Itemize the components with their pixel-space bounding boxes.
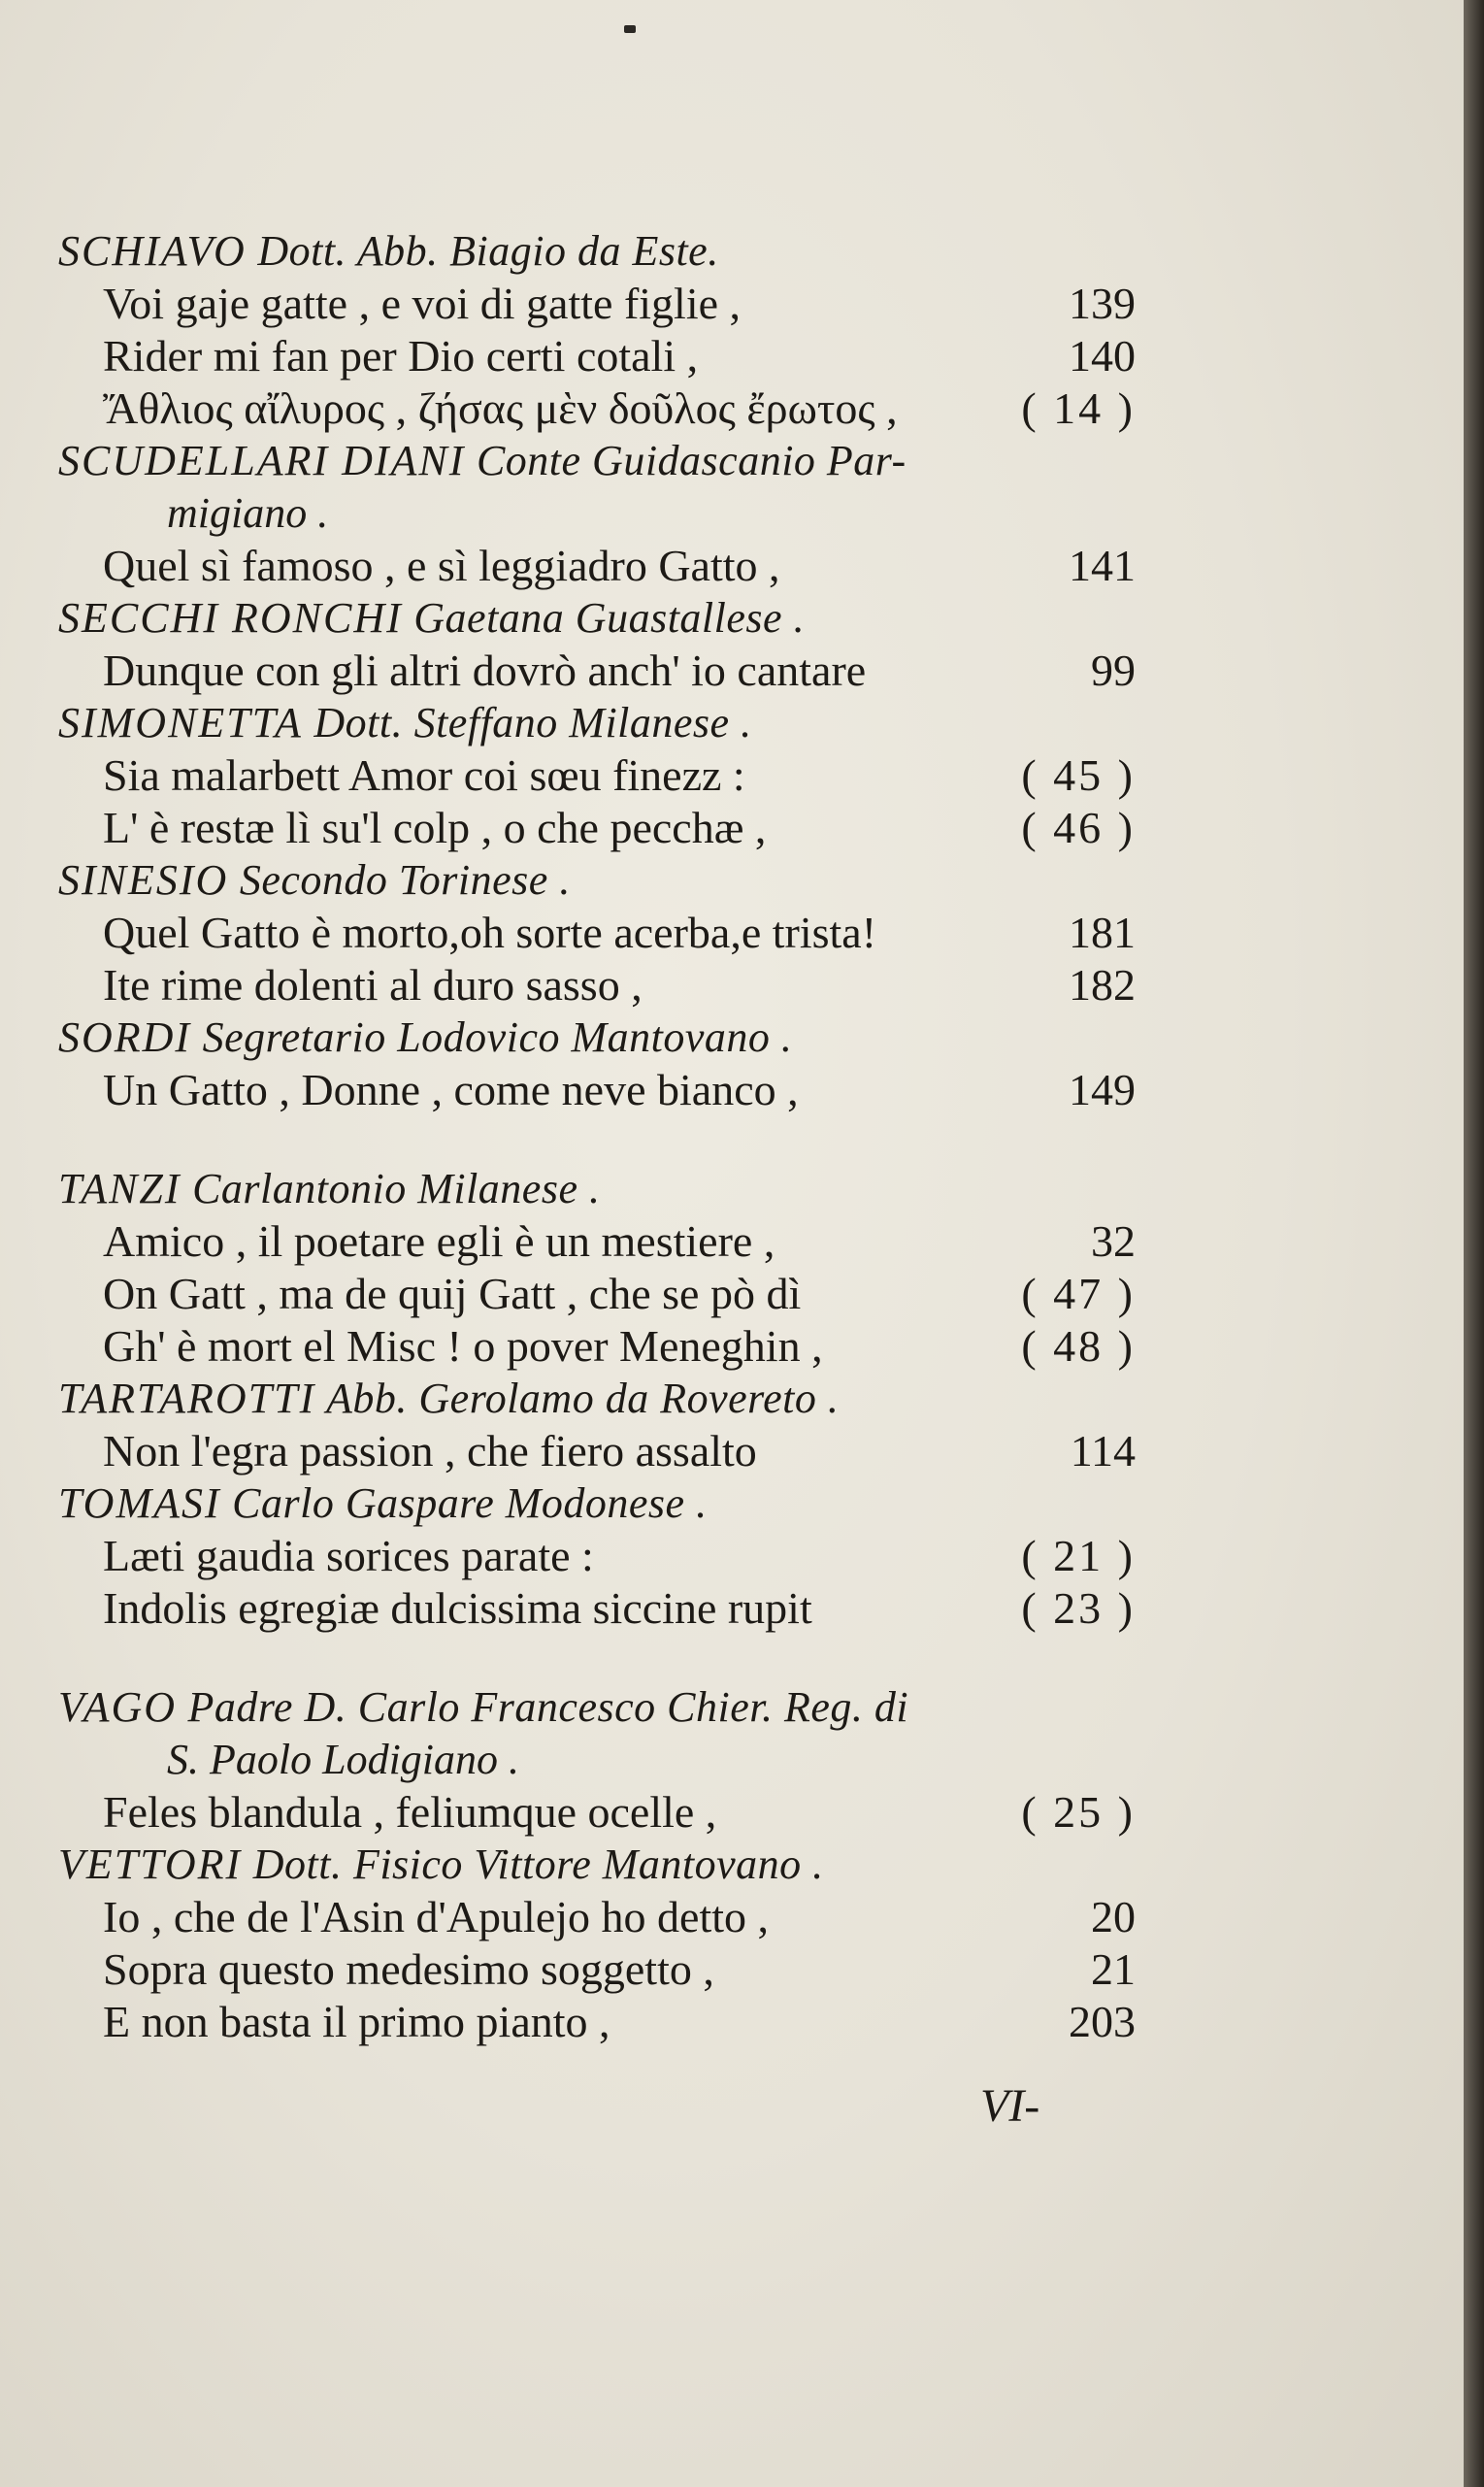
poem-incipit-line: [58, 278, 1136, 330]
author-details: Abb. Gerolamo da Rovereto .: [326, 1375, 840, 1422]
author-surname: SORDI: [58, 1013, 192, 1061]
poem-incipit-line: [58, 1891, 1136, 1943]
page-number: 203: [1069, 1997, 1136, 2046]
author-heading: [58, 1373, 1136, 1425]
author-details-continued: migiano .: [167, 489, 329, 537]
index-entry: [58, 592, 1136, 697]
author-surname: SCHIAVO: [58, 227, 247, 275]
author-details: Segretario Lodovico Mantovano .: [202, 1013, 793, 1061]
page-number: ( 14 ): [1021, 383, 1136, 433]
page-number: 182: [1069, 960, 1136, 1010]
poem-incipit-line: [58, 802, 1136, 854]
index-entry: [58, 1011, 1136, 1116]
poem-incipit-line: [58, 959, 1136, 1011]
author-details: Carlo Gaspare Modonese .: [232, 1479, 708, 1527]
poem-incipit-line: [58, 1786, 1136, 1839]
author-heading: [58, 592, 1136, 645]
incipit-text: Læti gaudia sorices parate :: [103, 1531, 594, 1580]
index-entry: [58, 854, 1136, 1011]
page-number: ( 47 ): [1021, 1269, 1136, 1318]
author-surname: SIMONETTA: [58, 699, 303, 746]
incipit-text: Non l'egra passion , che fiero assalto: [103, 1426, 757, 1476]
author-heading: [58, 697, 1136, 749]
author-heading: [58, 435, 1136, 487]
poem-incipit-line: [58, 1530, 1136, 1582]
page-number: ( 25 ): [1021, 1787, 1136, 1837]
poem-incipit-line: [58, 907, 1136, 959]
author-heading: [58, 1681, 1136, 1734]
page-number: 114: [1070, 1426, 1136, 1476]
poem-incipit-line: [58, 1996, 1136, 2048]
author-details: Gaetana Guastallese .: [413, 594, 806, 642]
incipit-text: Amico , il poetare egli è un mestiere ,: [103, 1216, 775, 1266]
catchword: VI-: [980, 2080, 1040, 2132]
page-number: 99: [1091, 646, 1136, 695]
index-entry: [58, 1839, 1136, 2048]
author-details: Carlantonio Milanese .: [192, 1165, 601, 1212]
incipit-text: Un Gatto , Donne , come neve bianco ,: [103, 1065, 799, 1114]
author-heading: [58, 1011, 1136, 1064]
incipit-text: Ite rime dolenti al duro sasso ,: [103, 960, 643, 1010]
author-surname: TOMASI: [58, 1479, 221, 1527]
incipit-text: Quel sì famoso , e sì leggiadro Gatto ,: [103, 541, 780, 590]
author-heading: [58, 1477, 1136, 1530]
incipit-text: Feles blandula , feliumque ocelle ,: [103, 1787, 717, 1837]
author-surname: SCUDELLARI DIANI: [58, 437, 466, 484]
incipit-text: On Gatt , ma de quij Gatt , che se pò dì: [103, 1269, 802, 1318]
poem-incipit-line: [58, 1943, 1136, 1996]
incipit-text: L' è restæ lì su'l colp , o che pecchæ ,: [103, 803, 767, 852]
incipit-text: Rider mi fan per Dio certi cotali ,: [103, 331, 699, 381]
poem-incipit-line: [58, 1320, 1136, 1373]
page-number: ( 45 ): [1021, 750, 1136, 800]
poem-incipit-line: [58, 1268, 1136, 1320]
index-entry: [58, 1477, 1136, 1635]
author-heading: [58, 225, 1136, 278]
page-number: ( 46 ): [1021, 803, 1136, 852]
incipit-text: Voi gaje gatte , e voi di gatte figlie ,: [103, 279, 742, 328]
incipit-text: Quel Gatto è morto,oh sorte acerba,e trista!: [103, 908, 877, 957]
poem-incipit-line: [58, 749, 1136, 802]
book-spine-edge: [1464, 0, 1484, 2487]
index-entry: [58, 1373, 1136, 1477]
poem-incipit-line: [58, 382, 1136, 435]
incipit-text: E non basta il primo pianto ,: [103, 1997, 610, 2046]
page-number: 139: [1069, 279, 1136, 328]
author-details: Dott. Abb. Biagio da Este.: [257, 227, 719, 275]
index-entry: [58, 697, 1136, 854]
author-surname: VETTORI: [58, 1840, 243, 1888]
author-surname: TARTAROTTI: [58, 1375, 316, 1422]
poem-incipit-line: [58, 540, 1136, 592]
author-heading: [58, 1839, 1136, 1891]
author-details: Dott. Fisico Vittore Mantovano .: [252, 1840, 824, 1888]
page-number: ( 21 ): [1021, 1531, 1136, 1580]
index-entry: [58, 435, 1136, 592]
page-number: 141: [1069, 541, 1136, 590]
author-index: [58, 225, 1136, 2048]
index-entry: [58, 1681, 1136, 1839]
poem-incipit-line: [58, 1425, 1136, 1477]
index-entry: [58, 225, 1136, 435]
poem-incipit-line: [58, 645, 1136, 697]
poem-incipit-line: [58, 1215, 1136, 1268]
incipit-text: Sia malarbett Amor coi sœu finezz :: [103, 750, 745, 800]
author-surname: VAGO: [58, 1683, 178, 1731]
poem-incipit-line: [58, 1064, 1136, 1116]
incipit-text: Gh' è mort el Misc ! o pover Meneghin ,: [103, 1321, 823, 1371]
author-details: Conte Guidascanio Par-: [476, 437, 907, 484]
author-details: Dott. Steffano Milanese .: [313, 699, 752, 746]
page-number: 181: [1069, 908, 1136, 957]
poem-incipit-line: [58, 330, 1136, 382]
page-number: 149: [1069, 1065, 1136, 1114]
author-surname: SECCHI RONCHI: [58, 594, 403, 642]
author-heading: [58, 1163, 1136, 1215]
author-details-continued: S. Paolo Lodigiano .: [167, 1736, 520, 1783]
incipit-text: Ἄθλιος αἴλυρος , ζήσας μὲν δοῦλος ἔρωτος ,: [103, 383, 898, 433]
author-surname: SINESIO: [58, 856, 229, 904]
incipit-text: Dunque con gli altri dovrò anch' io cantare: [103, 646, 867, 695]
page-number: ( 23 ): [1021, 1583, 1136, 1633]
author-surname: TANZI: [58, 1165, 181, 1212]
page-number: 21: [1091, 1944, 1136, 1994]
poem-incipit-line: [58, 1582, 1136, 1635]
author-details: Padre D. Carlo Francesco Chier. Reg. di: [187, 1683, 909, 1731]
incipit-text: Sopra questo medesimo soggetto ,: [103, 1944, 714, 1994]
page-number: 20: [1091, 1892, 1136, 1941]
author-heading: [58, 854, 1136, 907]
incipit-text: Indolis egregiæ dulcissima siccine rupit: [103, 1583, 812, 1633]
page-number: 140: [1069, 331, 1136, 381]
page-number: 32: [1091, 1216, 1136, 1266]
incipit-text: Io , che de l'Asin d'Apulejo ho detto ,: [103, 1892, 770, 1941]
ink-mark: [624, 25, 636, 33]
index-entry: [58, 1163, 1136, 1373]
author-details: Secondo Torinese .: [239, 856, 571, 904]
page-number: ( 48 ): [1021, 1321, 1136, 1371]
